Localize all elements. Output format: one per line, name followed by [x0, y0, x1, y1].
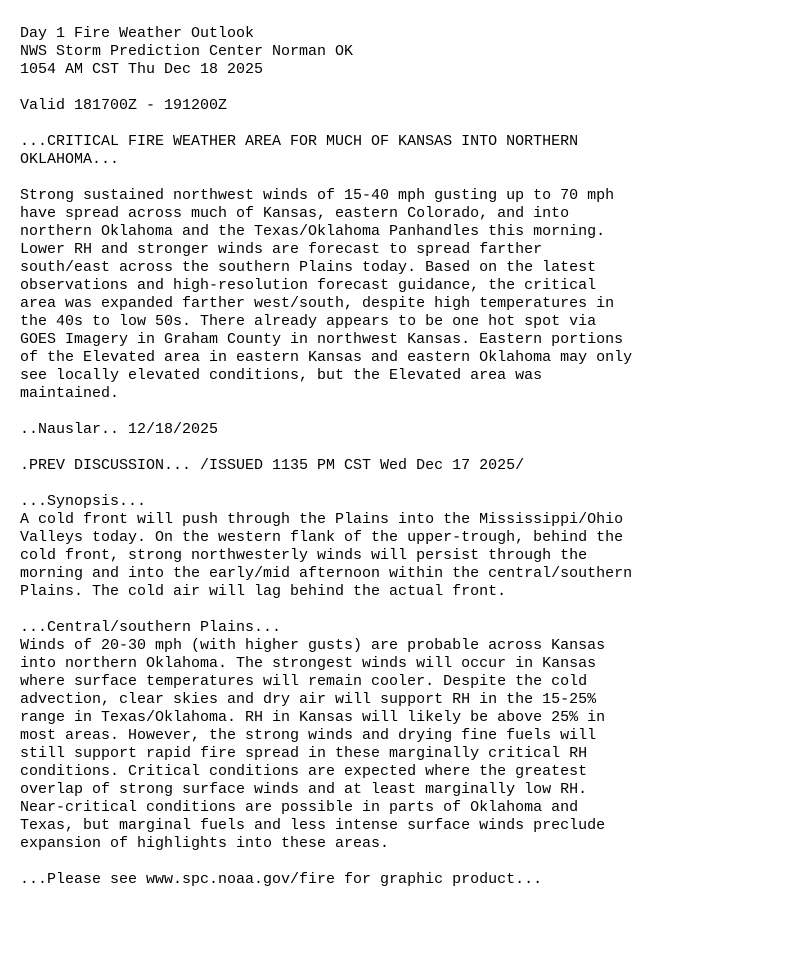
paragraph-line: Valleys today. On the western flank of the upper-trough, behind the	[20, 529, 624, 546]
central-southern-heading: ...Central/southern Plains...	[20, 619, 282, 636]
paragraph-line: most areas. However, the strong winds and drying fine fuels will	[20, 727, 597, 744]
paragraph-line: south/east across the southern Plains today. Based on the latest	[20, 259, 597, 276]
paragraph-line: expansion of highlights into these areas.	[20, 835, 390, 852]
fire-weather-outlook-document	[20, 25, 790, 889]
paragraph-line: where surface temperatures will remain cooler. Despite the cold	[20, 673, 588, 690]
headline-line: OKLAHOMA...	[20, 151, 120, 168]
paragraph-line: area was expanded farther west/south, despite high temperatures in	[20, 295, 615, 312]
paragraph-line: northern Oklahoma and the Texas/Oklahoma Panhandles this morning.	[20, 223, 606, 240]
paragraph-line: maintained.	[20, 385, 120, 402]
paragraph-line: Lower RH and stronger winds are forecast to spread farther	[20, 241, 543, 258]
paragraph-line: into northern Oklahoma. The strongest winds will occur in Kansas	[20, 655, 597, 672]
central-southern-plains-section	[20, 619, 790, 853]
spacer	[20, 439, 790, 457]
paragraph-line: the 40s to low 50s. There already appears to be one hot spot via	[20, 313, 597, 330]
spacer	[20, 853, 790, 871]
headline	[20, 133, 790, 169]
outlook-title: Day 1 Fire Weather Outlook	[20, 25, 255, 42]
synopsis-heading: ...Synopsis...	[20, 493, 147, 510]
paragraph-line: Strong sustained northwest winds of 15-40 mph gusting up to 70 mph	[20, 187, 615, 204]
paragraph-line: observations and high-resolution forecast guidance, the critical	[20, 277, 597, 294]
spacer	[20, 169, 790, 187]
paragraph-line: see locally elevated conditions, but the Elevated area was	[20, 367, 543, 384]
spacer	[20, 115, 790, 133]
paragraph-line: cold front, strong northwesterly winds will persist through the	[20, 547, 588, 564]
paragraph-line: Winds of 20-30 mph (with higher gusts) are probable across Kansas	[20, 637, 606, 654]
update-paragraph	[20, 187, 790, 403]
spacer	[20, 475, 790, 493]
valid-period: Valid 181700Z - 191200Z	[20, 97, 228, 114]
paragraph-line: overlap of strong surface winds and at least marginally low RH.	[20, 781, 588, 798]
paragraph-line: Near-critical conditions are possible in parts of Oklahoma and	[20, 799, 579, 816]
paragraph-line: still support rapid fire spread in these marginally critical RH	[20, 745, 588, 762]
paragraph-line: advection, clear skies and dry air will support RH in the 15-25%	[20, 691, 597, 708]
spacer	[20, 403, 790, 421]
paragraph-line: range in Texas/Oklahoma. RH in Kansas will likely be above 25% in	[20, 709, 606, 726]
paragraph-line: A cold front will push through the Plains into the Mississippi/Ohio	[20, 511, 624, 528]
spacer	[20, 79, 790, 97]
headline-line: ...CRITICAL FIRE WEATHER AREA FOR MUCH OF KANSAS INTO NORTHERN	[20, 133, 579, 150]
prev-discussion-heading: .PREV DISCUSSION... /ISSUED 1135 PM CST Wed Dec 17 2025/	[20, 457, 525, 474]
forecaster-signature: ..Nauslar.. 12/18/2025	[20, 421, 219, 438]
paragraph-line: conditions. Critical conditions are expected where the greatest	[20, 763, 588, 780]
paragraph-line: Plains. The cold air will lag behind the actual front.	[20, 583, 507, 600]
paragraph-line: Texas, but marginal fuels and less intense surface winds preclude	[20, 817, 606, 834]
issue-time: 1054 AM CST Thu Dec 18 2025	[20, 61, 264, 78]
paragraph-line: have spread across much of Kansas, eastern Colorado, and into	[20, 205, 570, 222]
paragraph-line: GOES Imagery in Graham County in northwest Kansas. Eastern portions	[20, 331, 624, 348]
paragraph-line: morning and into the early/mid afternoon within the central/southern	[20, 565, 633, 582]
graphic-product-note: ...Please see www.spc.noaa.gov/fire for graphic product...	[20, 871, 543, 888]
paragraph-line: of the Elevated area in eastern Kansas and eastern Oklahoma may only	[20, 349, 633, 366]
spacer	[20, 601, 790, 619]
synopsis-section	[20, 493, 790, 601]
issuing-office: NWS Storm Prediction Center Norman OK	[20, 43, 354, 60]
